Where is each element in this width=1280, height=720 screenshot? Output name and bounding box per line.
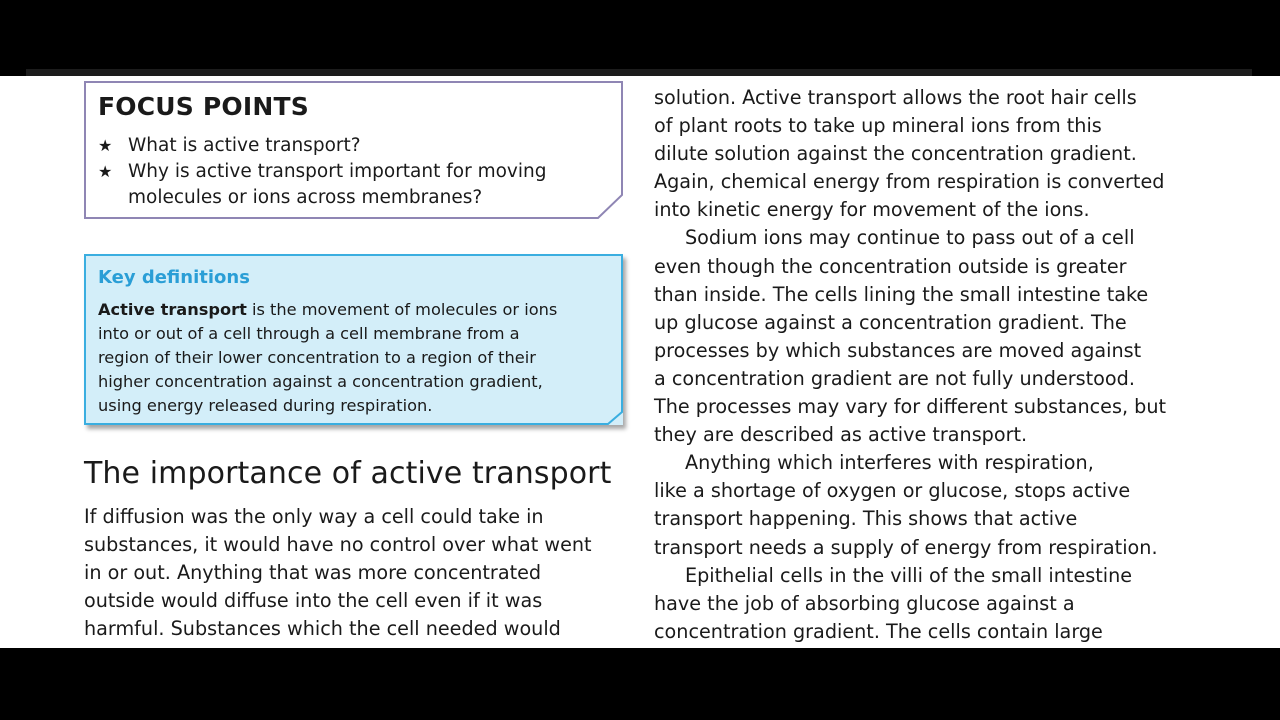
body-text-line: like a shortage of oxygen or glucose, stops active [654, 479, 1131, 503]
focus-point-line: molecules or ions across membranes? [128, 187, 483, 208]
body-text-line: Again, chemical energy from respiration is converted [654, 170, 1165, 194]
body-text-line: even though the concentration outside is greater [654, 254, 1127, 278]
body-text-line: a concentration gradient are not fully understood. [654, 366, 1135, 390]
body-text-line: If diffusion was the only way a cell could take in [84, 505, 544, 528]
key-definition-line: region of their lower concentration to a region of their [98, 348, 536, 367]
star-bullet-icon: ★ [98, 162, 113, 181]
key-term: Active transport [98, 300, 247, 319]
body-text-line: transport needs a supply of energy from respiration. [654, 535, 1158, 559]
body-text-line: concentration gradient. The cells contain large [654, 619, 1103, 643]
body-text-line: substances, it would have no control over what went [84, 533, 592, 557]
right-column-text [654, 84, 1166, 646]
body-text-line: Sodium ions may continue to pass out of a cell [685, 226, 1135, 250]
body-text-line: into kinetic energy for movement of the ions. [654, 198, 1090, 222]
textbook-page [0, 76, 1280, 648]
body-text-line: dilute solution against the concentration gradient. [654, 142, 1137, 166]
body-text-line: they are described as active transport. [654, 423, 1028, 447]
body-text-line: have the job of absorbing glucose against a [654, 591, 1075, 615]
focus-points-title: FOCUS POINTS [98, 92, 309, 121]
body-text-line: solution. Active transport allows the root hair cells [654, 86, 1137, 109]
body-text-line: Epithelial cells in the villi of the small intestine [685, 563, 1133, 587]
focus-point-item [98, 133, 361, 159]
key-definitions-title: Key definitions [98, 267, 250, 288]
body-text-line: Anything which interferes with respiration, [685, 451, 1094, 475]
star-bullet-icon: ★ [98, 136, 113, 155]
body-text-line: processes by which substances are moved against [654, 338, 1142, 362]
focus-point-line: Why is active transport important for moving [128, 161, 547, 182]
body-text-line: The processes may vary for different substances, but [654, 395, 1167, 419]
key-definition-line: using energy released during respiration. [98, 396, 433, 415]
key-definition-line: into or out of a cell through a cell membrane from a [98, 324, 520, 343]
body-text-line: harmful. Substances which the cell needed would [84, 617, 561, 641]
key-definition-line: is the movement of molecules or ions [246, 300, 558, 319]
body-text-line: up glucose against a concentration gradient. The [654, 310, 1127, 334]
body-text-line: in or out. Anything that was more concentrated [84, 561, 542, 585]
body-text-line: than inside. The cells lining the small intestine take [654, 282, 1149, 306]
body-text-line: of plant roots to take up mineral ions from this [654, 114, 1102, 138]
left-column-text [84, 503, 592, 643]
top-edge-strip [26, 69, 1252, 76]
body-text-line: transport happening. This shows that active [654, 507, 1078, 531]
key-definition-line: higher concentration against a concentration gradient, [98, 372, 543, 391]
focus-point-line: What is active transport? [128, 135, 361, 156]
key-definition-text [98, 298, 598, 418]
focus-point-item [98, 159, 546, 211]
section-heading: The importance of active transport [84, 456, 612, 491]
body-text-line: outside would diffuse into the cell even if it was [84, 589, 543, 613]
